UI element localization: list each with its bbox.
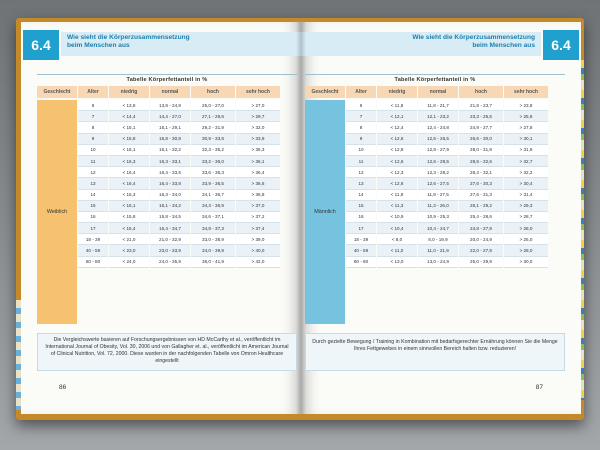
table-cell: < 21,0: [109, 234, 149, 245]
table-cell: 25,0 - 29,9: [459, 257, 503, 268]
table-cell: 6: [346, 100, 376, 111]
table-cell: 12,6 - 27,5: [418, 178, 458, 189]
table-cell: > 29,3: [504, 201, 548, 212]
table-cell: 21,8 - 23,7: [459, 100, 503, 111]
divider: [37, 74, 297, 75]
table-cell: 10: [346, 145, 376, 156]
table-cell: 25,0 - 27,0: [191, 100, 235, 111]
table-cell: > 31,4: [504, 190, 548, 201]
table-cell: < 12,6: [377, 178, 417, 189]
table-cell: > 23,8: [504, 100, 548, 111]
table-cell: > 32,7: [504, 156, 548, 167]
table-cell: > 30,4: [504, 178, 548, 189]
gender-label-women: Weiblich: [37, 100, 77, 324]
table-cell: 34,3 - 36,9: [191, 201, 235, 212]
page-number-left: 86: [59, 384, 67, 391]
table-cell: < 16,3: [109, 156, 149, 167]
table-cell: 24,8 - 27,9: [459, 223, 503, 234]
divider: [305, 74, 565, 75]
table-cell: > 25,6: [504, 111, 548, 122]
section-number: 6.4: [543, 30, 579, 60]
header-high: hoch: [191, 86, 235, 98]
table-cell: 16: [346, 212, 376, 223]
table-cell: > 36,8: [236, 190, 280, 201]
table-cell: 11: [346, 156, 376, 167]
table-cell: 30,9 - 33,8: [191, 134, 235, 145]
table-cell: 16,1 - 32,2: [150, 145, 190, 156]
header-age: Alter: [78, 86, 108, 98]
table-cell: 33,6 - 36,3: [191, 167, 235, 178]
table-cell: 27,1 - 29,6: [191, 111, 235, 122]
table-cell: < 24,0: [109, 257, 149, 268]
table-cell: > 27,8: [504, 122, 548, 133]
table-cell: > 31,9: [504, 145, 548, 156]
table-cell: > 33,9: [236, 134, 280, 145]
table-cell: 13: [346, 178, 376, 189]
table-cell: < 23,0: [109, 245, 149, 256]
book-gutter: [296, 22, 306, 414]
table-cell: 16,4 - 33,8: [150, 178, 190, 189]
table-cell: 12,8 - 27,9: [418, 145, 458, 156]
table-cell: 28,3 - 32,1: [459, 167, 503, 178]
header-low: niedrig: [377, 86, 417, 98]
table-cell: > 29,7: [236, 111, 280, 122]
table-cell: < 10,9: [377, 212, 417, 223]
table-cell: 11,3 - 26,0: [418, 201, 458, 212]
table-cell: > 28,0: [504, 245, 548, 256]
section-title: Wie sieht die Körperzusammensetzung beim Menschen aus: [412, 34, 535, 49]
table-header-row: [37, 86, 297, 98]
table-cell: 15: [346, 201, 376, 212]
table-cell: 23,3 - 25,5: [459, 111, 503, 122]
table-cell: 12,1 - 23,2: [418, 111, 458, 122]
table-cell: 12: [78, 167, 108, 178]
table-cell: 11,0 - 21,9: [418, 245, 458, 256]
table-cell: 16,3 - 34,0: [150, 190, 190, 201]
table-cell: 11: [78, 156, 108, 167]
table-cell: 8: [78, 122, 108, 133]
table-cell: > 37,0: [236, 201, 280, 212]
table-cell: 20,0 - 24,9: [459, 234, 503, 245]
header-gender: Geschlecht: [37, 86, 77, 98]
table-cell: > 25,0: [504, 234, 548, 245]
table-cell: < 12,6: [377, 156, 417, 167]
table-cell: < 12,3: [377, 167, 417, 178]
table-cell: 40 - 59: [78, 245, 108, 256]
table-cell: 6: [78, 100, 108, 111]
table-cell: < 12,8: [377, 145, 417, 156]
table-cell: < 15,8: [109, 134, 149, 145]
table-cell: < 16,4: [109, 178, 149, 189]
table-cell: < 10,4: [377, 223, 417, 234]
source-note: Die Vergleichswerte basieren auf Forschungsergebnissen von HD McCarthy et al., veröffentlicht im International Journal of Obesity, Vol. 30, 2006 und von Gallagher et. al., veröffentlicht im American Journal of Clinical Nutrition, Vol. 72, 2000. Diese wurden in der nachfolgenden Tabelle von Omron Healthcare eingestellt: [37, 333, 297, 371]
table-cell: 9: [346, 134, 376, 145]
table-cell: > 32,0: [236, 122, 280, 133]
table-cell: 7: [78, 111, 108, 122]
table-cell: 17: [346, 223, 376, 234]
table-cell: 34,1 - 36,7: [191, 190, 235, 201]
table-cell: 34,8 - 37,3: [191, 223, 235, 234]
table-cell: 12,6 - 26,5: [418, 134, 458, 145]
table-cell: 14,4 - 27,0: [150, 111, 190, 122]
table-cell: 11,8 - 21,7: [418, 100, 458, 111]
table-cell: 29,2 - 31,9: [191, 122, 235, 133]
table-cell: 18 - 39: [78, 234, 108, 245]
left-page: [21, 22, 301, 414]
table-cell: 13: [78, 178, 108, 189]
section-title: Wie sieht die Körperzusammensetzung beim Menschen aus: [67, 34, 190, 49]
table-cell: > 36,6: [236, 178, 280, 189]
table-cell: 12,4 - 24,8: [418, 122, 458, 133]
table-cell: 16,3 - 33,1: [150, 156, 190, 167]
table-cell: > 27,0: [236, 100, 280, 111]
table-cell: < 11,9: [377, 190, 417, 201]
header-gender: Geschlecht: [305, 86, 345, 98]
table-cell: 24,0 - 35,9: [150, 257, 190, 268]
table-cell: 14: [346, 190, 376, 201]
table-cell: 16,4 - 33,5: [150, 167, 190, 178]
table-cell: 15,1 - 29,1: [150, 122, 190, 133]
table-cell: > 42,0: [236, 257, 280, 268]
table-cell: > 36,4: [236, 167, 280, 178]
table-cell: 15,8 - 34,5: [150, 212, 190, 223]
table-cell: 10,9 - 25,3: [418, 212, 458, 223]
table-cell: 40 - 59: [346, 245, 376, 256]
table-cell: 21,0 - 32,9: [150, 234, 190, 245]
table-cell: < 14,4: [109, 111, 149, 122]
table-cell: < 15,8: [109, 212, 149, 223]
table-cell: 13,8 - 24,9: [150, 100, 190, 111]
table-cell: 27,6 - 30,3: [459, 178, 503, 189]
table-cell: < 12,1: [377, 111, 417, 122]
table-cell: > 30,0: [504, 257, 548, 268]
table-cell: < 13,0: [377, 257, 417, 268]
table-cell: < 11,0: [377, 245, 417, 256]
table-cell: > 37,4: [236, 223, 280, 234]
table-cell: 26,6 - 30,0: [459, 134, 503, 145]
table-cell: < 8,0: [377, 234, 417, 245]
table-cell: 18 - 39: [346, 234, 376, 245]
table-cell: < 16,3: [109, 190, 149, 201]
table-cell: 17: [78, 223, 108, 234]
table-cell: 36,0 - 41,9: [191, 257, 235, 268]
table-cell: < 13,8: [109, 100, 149, 111]
table-cell: 7: [346, 111, 376, 122]
gender-label-men: Männlich: [305, 100, 345, 324]
table-cell: 26,1 - 29,2: [459, 201, 503, 212]
table-cell: 8: [346, 122, 376, 133]
table-cell: > 39,0: [236, 234, 280, 245]
table-header-row: [305, 86, 565, 98]
table-cell: 15: [78, 201, 108, 212]
table-cell: < 16,4: [109, 167, 149, 178]
table-cell: < 15,1: [109, 122, 149, 133]
table-title: Tabelle Körperfettanteil in %: [394, 77, 476, 83]
table-cell: < 11,8: [377, 100, 417, 111]
table-cell: > 32,2: [504, 167, 548, 178]
table-cell: 33,0 - 38,9: [191, 234, 235, 245]
table-cell: > 30,1: [504, 134, 548, 145]
table-cell: 22,0 - 27,9: [459, 245, 503, 256]
table-cell: 24,9 - 27,7: [459, 122, 503, 133]
header-normal: normal: [418, 86, 458, 98]
table-cell: < 12,4: [377, 122, 417, 133]
header-low: niedrig: [109, 86, 149, 98]
table-cell: 13,0 - 24,9: [418, 257, 458, 268]
table-cell: < 12,6: [377, 134, 417, 145]
table-cell: > 35,3: [236, 145, 280, 156]
table-cell: 32,3 - 35,2: [191, 145, 235, 156]
header-age: Alter: [346, 86, 376, 98]
advice-note: Durch gezielte Bewegung / Training in Kombination mit bedarfsgerechter Ernährung können Sie die Menge Ihres Fettgewebes in einem sinnvollen Bereich halten bzw. reduzieren!: [305, 333, 565, 371]
table-cell: 60 - 80: [346, 257, 376, 268]
header-normal: normal: [150, 86, 190, 98]
table-cell: 12,3 - 28,2: [418, 167, 458, 178]
table-cell: > 37,2: [236, 212, 280, 223]
table-cell: 15,4 - 34,7: [150, 223, 190, 234]
table-cell: 10: [78, 145, 108, 156]
table-title: Tabelle Körperfettanteil in %: [126, 77, 208, 83]
table-cell: 27,6 - 31,3: [459, 190, 503, 201]
table-cell: 16: [78, 212, 108, 223]
table-cell: 8,0 - 19,9: [418, 234, 458, 245]
table-cell: 34,6 - 37,1: [191, 212, 235, 223]
table-cell: 34,0 - 39,9: [191, 245, 235, 256]
table-cell: 12,6 - 28,5: [418, 156, 458, 167]
table-cell: 15,8 - 30,8: [150, 134, 190, 145]
header-very-high: sehr hoch: [504, 86, 548, 98]
table-cell: 14: [78, 190, 108, 201]
table-cell: 28,0 - 31,8: [459, 145, 503, 156]
table-cell: < 16,1: [109, 201, 149, 212]
section-number: 6.4: [23, 30, 59, 60]
table-cell: 60 - 80: [78, 257, 108, 268]
table-cell: < 15,4: [109, 223, 149, 234]
table-cell: < 11,3: [377, 201, 417, 212]
table-cell: > 28,0: [504, 223, 548, 234]
table-cell: > 40,0: [236, 245, 280, 256]
table-cell: 11,9 - 27,5: [418, 190, 458, 201]
table-cell: 16,1 - 34,2: [150, 201, 190, 212]
header-very-high: sehr hoch: [236, 86, 280, 98]
page-number-right: 87: [535, 384, 543, 391]
table-cell: > 36,1: [236, 156, 280, 167]
table-cell: 25,4 - 28,6: [459, 212, 503, 223]
table-cell: > 28,7: [504, 212, 548, 223]
table-cell: 33,9 - 36,5: [191, 178, 235, 189]
table-cell: 33,2 - 36,0: [191, 156, 235, 167]
table-cell: 9: [78, 134, 108, 145]
table-cell: < 16,1: [109, 145, 149, 156]
table-cell: 12: [346, 167, 376, 178]
table-cell: 10,4 - 24,7: [418, 223, 458, 234]
right-page: [301, 22, 581, 414]
table-cell: 23,0 - 33,9: [150, 245, 190, 256]
header-high: hoch: [459, 86, 503, 98]
table-cell: 28,6 - 32,6: [459, 156, 503, 167]
